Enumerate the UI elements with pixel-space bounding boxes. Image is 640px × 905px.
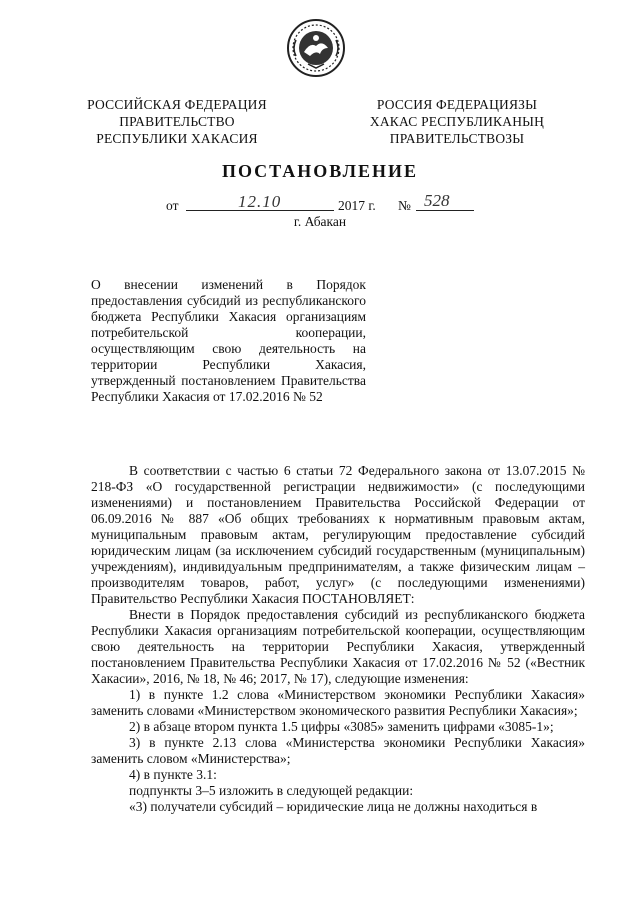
- date-year: 2017 г.: [338, 198, 376, 213]
- header-right-line: ПРАВИТЕЛЬСТВОЗЫ: [389, 131, 525, 146]
- body-paragraph: 3) в пункте 2.13 слова «Министерства экономики Республики Хакасия» заменить словом «Министерства»;: [91, 735, 585, 766]
- date-number-line: [0, 191, 640, 216]
- header-left-block: [72, 96, 282, 147]
- header-right-block: [352, 96, 562, 147]
- document-title: ПОСТАНОВЛЕНИЕ: [221, 161, 419, 181]
- document-subject: О внесении изменений в Порядок предоставления субсидий из республиканского бюджета Республики Хакасия организациям потребительской кооперации, осуществляющим свою деятельность на территории Республики Хакасия, утвержденный постановлением Правительства Республики Хакасия от 17.02.2016 № 52: [91, 277, 366, 404]
- body-paragraph: подпункты 3–5 изложить в следующей редакции:: [129, 783, 414, 798]
- coat-of-arms-icon: [286, 18, 346, 78]
- header-left-line: РОССИЙСКАЯ ФЕДЕРАЦИЯ: [87, 97, 267, 112]
- body-paragraph: 4) в пункте 3.1:: [129, 767, 217, 782]
- body-paragraph: 2) в абзаце втором пункта 1.5 цифры «3085» заменить цифрами «3085-1»;: [129, 719, 554, 734]
- handwritten-number: 528: [424, 191, 450, 210]
- header-left-line: РЕСПУБЛИКИ ХАКАСИЯ: [96, 131, 258, 146]
- body-paragraph: 1) в пункте 1.2 слова «Министерством экономики Республики Хакасия» заменить словами «Министерством экономического развития Республики Хакасия»;: [91, 687, 585, 718]
- body-paragraph: В соответствии с частью 6 статьи 72 Федерального закона от 13.07.2015 № 218-ФЗ «О государственной регистрации недвижимости» (с последующими изменениями) и постановлением Правительства Российской Федерации от 06.09.2016 № 887 «Об общих требованиях к нормативным правовым актам, муниципальным правовым актам, регулирующим предоставление субсидий юридическим лицам (за исключением субсидий государственным (муниципальным) учреждениям), индивидуальным предпринимателям, а также физическим лицам – производителям товаров, работ, услуг» (с последующими изменениями) Правительство Республики Хакасия ПОСТАНОВЛЯЕТ:: [91, 463, 585, 606]
- document-body: [91, 463, 585, 815]
- header-right-line: ХАКАС РЕСПУБЛИКАНЫҢ: [369, 114, 545, 129]
- date-prefix: от: [166, 198, 179, 213]
- header-right-line: РОССИЯ ФЕДЕРАЦИЯЗЫ: [376, 97, 538, 112]
- header-left-line: ПРАВИТЕЛЬСТВО: [119, 114, 235, 129]
- number-label: №: [398, 198, 411, 213]
- handwritten-date: 12.10: [238, 192, 282, 211]
- body-paragraph: Внести в Порядок предоставления субсидий из республиканского бюджета Республики Хакасия организациям потребительской кооперации, осуществляющим свою деятельность на территории Республики Хакасия, утвержденный постановлением Правительства Республики Хакасия от 17.02.2016 № 52 («Вестник Хакасии», 2016, № 18, № 46; 2017, № 17), следующие изменения:: [91, 607, 585, 686]
- body-paragraph: «3) получатели субсидий – юридические лица не должны находиться в: [129, 799, 538, 814]
- city-name: г. Абакан: [293, 214, 347, 229]
